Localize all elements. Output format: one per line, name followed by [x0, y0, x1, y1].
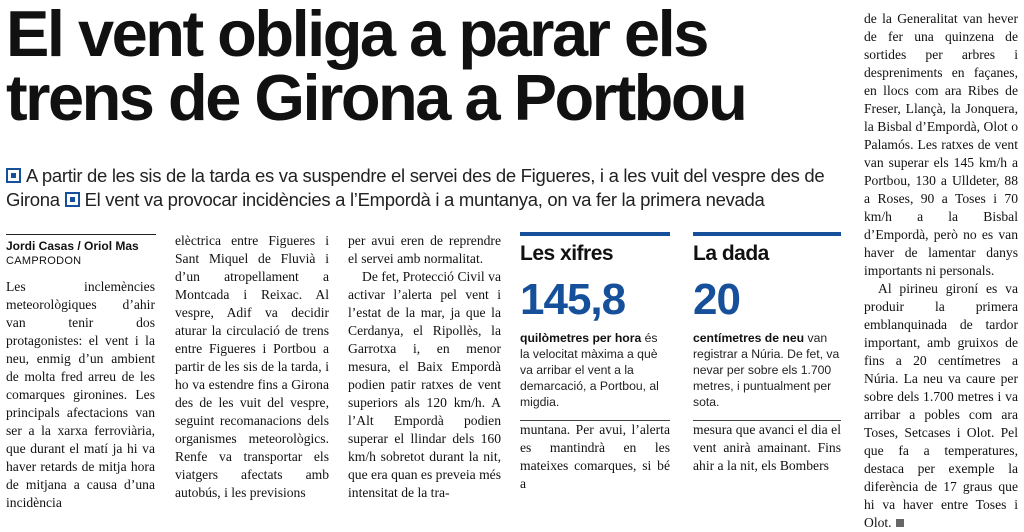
- byline-place: CAMPRODON: [6, 255, 82, 267]
- infobox-title: La dada: [693, 242, 769, 265]
- body-paragraph: per avui eren de reprendre el servei amb normalitat.: [348, 233, 501, 266]
- body-column-2: [175, 232, 329, 500]
- infobox-description-bold: centímetres de neu: [693, 331, 805, 345]
- byline-rule: [6, 234, 156, 235]
- subheadline: [6, 164, 852, 212]
- body-column-1: [6, 278, 155, 510]
- body-column-3: [348, 232, 501, 500]
- infobox-les-xifres: [520, 232, 670, 421]
- infobox-title: Les xifres: [520, 242, 614, 265]
- headline-line-1: El vent obliga a parar els: [6, 0, 707, 70]
- infobox-description-bold: quilòmetres per hora: [520, 331, 642, 345]
- byline-authors: Jordi Casas / Oriol Mas: [6, 239, 139, 253]
- body-column-6: [864, 10, 1018, 530]
- infobox-description-rest: és la velocitat màxima a què va arribar el vent a la demarcació, a Portbou, al migdia.: [520, 331, 659, 409]
- body-paragraph: Les inclemències meteorològiques d’ahir van tenir dos protagonistes: el vent i la neu, enmig d’un ambient de molta fred arreu de les comarques gironines. Les principals afectacions van ser a la xarxa ferroviària, que durant el matí ja hi va haver retards de mitja hora de mitjana a causa d’una incidència: [6, 279, 155, 510]
- body-column-4: [520, 421, 670, 491]
- byline: [6, 234, 156, 268]
- body-paragraph-text: Al pirineu gironí es va produir la primera emblanquinada de tardor important, amb gruixos de fins a 20 centímetres a Núria. La neu va caure per sobre dels 1.700 metres i va arribar a pobles com ara Toses, Setcases i Olot. Pel que fa a temperatures, destaca per exemple la diferència de 17 graus que hi va haver entre Toses i Olot.: [864, 281, 1018, 530]
- infobox-number: 20: [693, 275, 740, 324]
- infobox-number: 145,8: [520, 275, 626, 324]
- body-paragraph: de la Generalitat van hever de fer una quinzena de sortides per arbres i despreniments en façanes, en llocs com ara Ribes de Freser, Llançà, la Jonquera, la Bisbal d’Empordà, Olot o Palamós. Les ratxes de vent van superar els 145 km/h a Portbou, 130 a Ulldeter, 88 a Roses, 90 a Toses i 70 km/h a la Bisbal d’Empordà, però no es van haver de lamentar danys importants ni personals.: [864, 11, 1018, 278]
- infobox-description-rest: van registrar a Núria. De fet, va nevar per sobre els 1.700 metres, i puntualment per sota.: [693, 331, 840, 409]
- infobox-top-rule: [520, 232, 670, 236]
- body-paragraph: elèctrica entre Figueres i Sant Miquel de Fluvià i d’un atropellament a Montcada i Reixac. Al vespre, Adif va decidir aturar la circulació de trens entre Figueres i Portbou a partir de les sis de la tarda, i ho va estendre fins a Girona des de les vuit del vespre, seguint recomanacions dels organismes meteorològics. Renfe va transportar els viatgers afectats amb autobús, i les previsions: [175, 233, 329, 500]
- body-paragraph: De fet, Protecció Civil va activar l’alerta pel vent i l’estat de la mar, ja que la Cerdanya, el Ripollès, la Garrotxa i, en menor mesura, el Baix Empordà podien patir ratxes de vent superiors als 120 km/h. A l’Alt Empordà podien superar el llindar dels 160 km/h sobretot durant la nit, que era quan es preveia més intensitat de la tra-: [348, 269, 501, 500]
- headline: [6, 0, 856, 134]
- body-paragraph: [864, 280, 1018, 532]
- blue-square-bullet-icon: [65, 192, 80, 207]
- infobox-la-dada: [693, 232, 841, 421]
- body-paragraph: mesura que avanci el dia el vent anirà amainant. Fins ahir a la nit, els Bombers: [693, 422, 841, 473]
- body-column-5: [693, 421, 841, 473]
- infobox-description: [693, 330, 841, 410]
- infobox-top-rule: [693, 232, 841, 236]
- subhead-item-2: El vent va provocar incidències a l’Empordà i a muntanya, on va fer la primera nevada: [84, 189, 765, 210]
- body-paragraph: muntana. Per avui, l’alerta es mantindrà en les mateixes comarques, si bé a: [520, 422, 670, 491]
- end-of-article-square-icon: [896, 519, 904, 527]
- blue-square-bullet-icon: [6, 168, 21, 183]
- headline-line-2: trens de Girona a Portbou: [6, 61, 746, 134]
- infobox-description: [520, 330, 670, 410]
- subhead-item-1: A partir de les sis de la tarda es va suspendre el servei des de Figueres, i a les vuit del vespre des de Girona: [6, 165, 825, 210]
